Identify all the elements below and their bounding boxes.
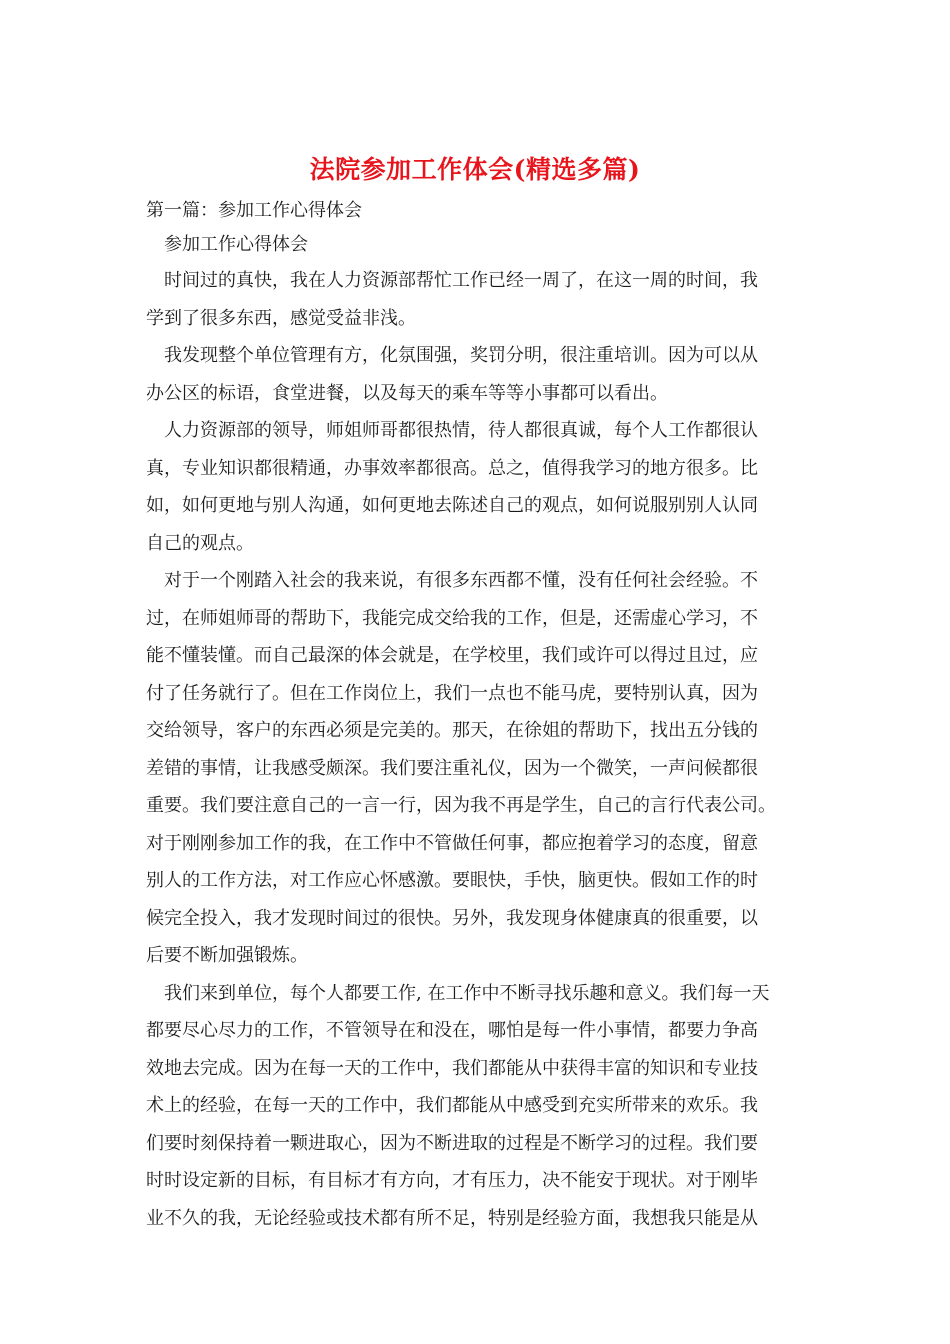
text-line: 时时设定新的目标，有目标才有方向，才有压力，决不能安于现状。对于刚毕 (146, 1170, 758, 1191)
chapter-heading: 第一篇：参加工作心得体会 (146, 200, 362, 221)
text-line: 后要不断加强锻炼。 (146, 945, 308, 966)
document-title: 法院参加工作体会(精选多篇) (309, 155, 641, 184)
text-line: 学到了很多东西，感觉受益非浅。 (146, 307, 416, 329)
text-line: 对于一个刚踏入社会的我来说，有很多东西都不懂，没有任何社会经验。不 (164, 570, 758, 591)
body-text (146, 262, 808, 1237)
text-line: 效地去完成。因为在每一天的工作中，我们都能从中获得丰富的知识和专业技 (146, 1057, 758, 1079)
text-line: 自己的观点。 (146, 532, 254, 554)
text-line: 候完全投入，我才发现时间过的很快。另外，我发现身体健康真的很重要，以 (146, 907, 758, 929)
text-line: 差错的事情，让我感受颇深。我们要注重礼仪，因为一个微笑，一声问候都很 (146, 757, 758, 779)
text-line: 能不懂装懂。而自己最深的体会就是，在学校里，我们或许可以得过且过，应 (146, 645, 758, 666)
text-line: 付了任务就行了。但在工作岗位上，我们一点也不能马虎，要特别认真，因为 (146, 682, 758, 704)
text-line: 重要。我们要注意自己的一言一行，因为我不再是学生，自己的言行代表公司。 (146, 795, 776, 816)
text-line: 我发现整个单位管理有方，化氛围强，奖罚分明，很注重培训。因为可以从 (164, 345, 758, 366)
text-line: 都要尽心尽力的工作，不管领导在和没在，哪怕是每一件小事情，都要力争高 (146, 1020, 758, 1041)
text-line: 时间过的真快，我在人力资源部帮忙工作已经一周了，在这一周的时间，我 (164, 270, 758, 291)
section-heading: 参加工作心得体会 (164, 234, 308, 255)
text-line: 术上的经验，在每一天的工作中，我们都能从中感受到充实所带来的欢乐。我 (146, 1095, 758, 1116)
text-line: 真，专业知识都很精通，办事效率都很高。总之，值得我学习的地方很多。比 (146, 457, 758, 479)
text-line: 对于刚刚参加工作的我，在工作中不管做任何事，都应抱着学习的态度，留意 (146, 832, 758, 854)
text-line: 业不久的我，无论经验或技术都有所不足，特别是经验方面，我想我只能是从 (146, 1207, 758, 1229)
text-line: 们要时刻保持着一颗进取心，因为不断进取的过程是不断学习的过程。我们要 (146, 1132, 758, 1154)
text-line: 过，在师姐师哥的帮助下，我能完成交给我的工作，但是，还需虚心学习，不 (146, 607, 758, 629)
text-line: 交给领导，客户的东西必须是完美的。那天，在徐姐的帮助下，找出五分钱的 (146, 720, 758, 741)
text-line: 如，如何更地与别人沟通，如何更地去陈述自己的观点，如何说服别别人认同 (146, 495, 758, 516)
text-line: 人力资源部的领导，师姐师哥都很热情，待人都很真诚，每个人工作都很认 (164, 420, 758, 441)
text-line: 别人的工作方法，对工作应心怀感激。要眼快，手快，脑更快。假如工作的时 (146, 870, 758, 891)
text-line: 办公区的标语，食堂进餐，以及每天的乘车等等小事都可以看出。 (146, 382, 668, 404)
text-line: 我们来到单位，每个人都要工作, 在工作中不断寻找乐趣和意义。我们每一天 (164, 982, 770, 1004)
